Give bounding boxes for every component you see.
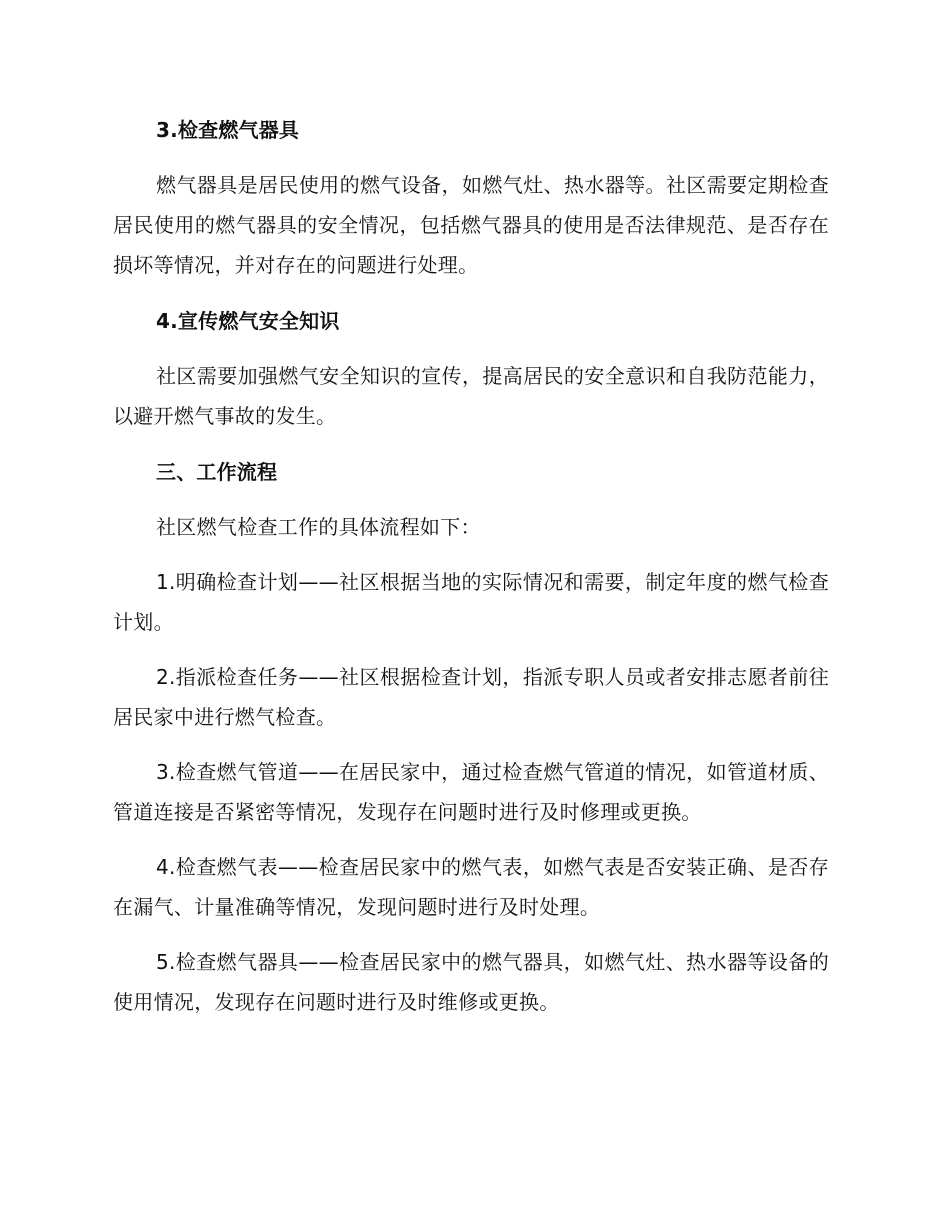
- paragraph-step-2: 2.指派检查任务——社区根据检查计划，指派专职人员或者安排志愿者前往居民家中进行燃气检查。: [113, 665, 829, 729]
- section-heading-check-appliances: 3.检查燃气器具: [156, 118, 300, 142]
- paragraph-step-5: 5.检查燃气器具——检查居民家中的燃气器具，如燃气灶、热水器等设备的使用情况，发现存在问题时进行及时维修或更换。: [113, 950, 829, 1014]
- paragraph-step-3: 3.检查燃气管道——在居民家中，通过检查燃气管道的情况，如管道材质、管道连接是否紧密等情况，发现存在问题时进行及时修理或更换。: [113, 760, 829, 824]
- paragraph-safety-publicity: 社区需要加强燃气安全知识的宣传，提高居民的安全意识和自我防范能力，以避开燃气事故的发生。: [113, 364, 829, 428]
- paragraph-appliances-description: 燃气器具是居民使用的燃气设备，如燃气灶、热水器等。社区需要定期检查居民使用的燃气器具的安全情况，包括燃气器具的使用是否法律规范、是否存在损坏等情况，并对存在的问题进行处理。: [113, 173, 829, 277]
- paragraph-step-4: 4.检查燃气表——检查居民家中的燃气表，如燃气表是否安装正确、是否存在漏气、计量准确等情况，发现问题时进行及时处理。: [113, 855, 829, 919]
- section-heading-safety-publicity: 4.宣传燃气安全知识: [156, 309, 340, 333]
- paragraph-step-1: 1.明确检查计划——社区根据当地的实际情况和需要，制定年度的燃气检查计划。: [113, 570, 829, 634]
- paragraph-workflow-intro: 社区燃气检查工作的具体流程如下：: [156, 515, 481, 539]
- document-page: [113, 110, 829, 1022]
- section-heading-workflow: 三、工作流程: [156, 460, 278, 484]
